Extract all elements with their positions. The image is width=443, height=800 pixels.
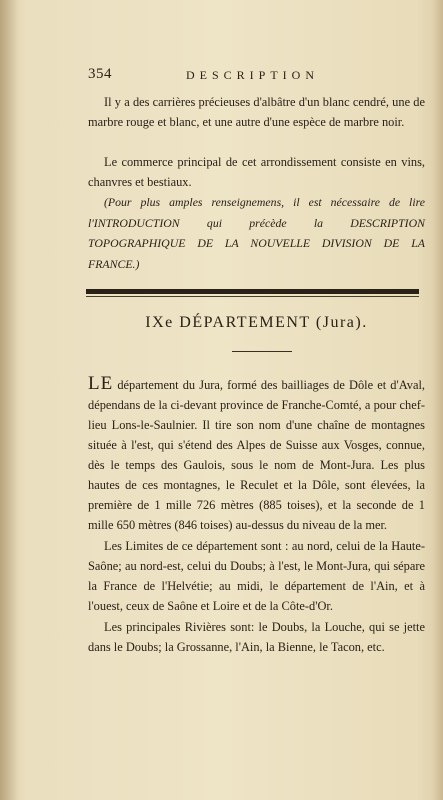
gutter-shadow [0, 0, 18, 800]
paragraph-text: Il y a des carrières précieuses d'albâtre d'un blanc cendré, une de marbre rouge et blanc, et une autre d'une espèce de marbre noir. [88, 95, 425, 129]
drop-cap: LE [88, 373, 114, 394]
title-underline [232, 351, 292, 352]
paragraph-intro [88, 374, 425, 535]
reference-note: (Pour plus amples renseignemens, il est nécessaire de lire l'INTRODUCTION qui précède la DESCRIPTION TOPOGRAPHIQUE DE LA NOUVELLE DIVISION DE LA FRANCE.) [88, 195, 425, 271]
paragraph-rivieres: Les principales Rivières sont: le Doubs, la Louche, qui se jette dans le Doubs; la Grossanne, l'Ain, la Bienne, le Tacon, etc. [88, 620, 425, 654]
section-title: IXe DÉPARTEMENT (Jura). [145, 314, 368, 331]
section-rule-thin [86, 296, 419, 297]
paragraph-intro-text: département du Jura, formé des bailliages de Dôle et d'Aval, dépendans de la ci-devant province de Franche-Comté, a pour chef-lieu Lons-le-Saulnier. Il tire son nom d'une chaîne de montagnes située à l'est, qui s'étend des Alpes de Suisse aux Vosges, connue, dès le temps des Gaulois, sous le nom de Mont-Jura. Les plus hautes de ces montagnes, le Reculet et la Dôle, sont élevées, la première de 1 mille 726 mètres (885 toises), et la seconde de 1 mille 650 mètres (846 toises) au-dessus du niveau de la mer. [88, 378, 425, 532]
paragraph-limites: Les Limites de ce département sont : au nord, celui de la Haute-Saône; au nord-est, celui du Doubs; à l'est, le Mont-Jura, qui sépare la France de l'Helvétie; au midi, le département de l'Ain, et à l'ouest, ceux de Saône et Loire et de la Côte-d'Or. [88, 539, 425, 613]
paragraph-albatre [88, 92, 425, 132]
edge-shadow [433, 0, 443, 800]
running-title: DESCRIPTION [186, 68, 320, 82]
paragraph-commerce [88, 152, 425, 192]
paragraph-text: Le commerce principal de cet arrondissement consiste en vins, chanvres et bestiaux. [88, 155, 425, 189]
page-number: 354 [88, 66, 112, 82]
main-text [88, 374, 425, 657]
section-rule-thick [86, 289, 419, 294]
